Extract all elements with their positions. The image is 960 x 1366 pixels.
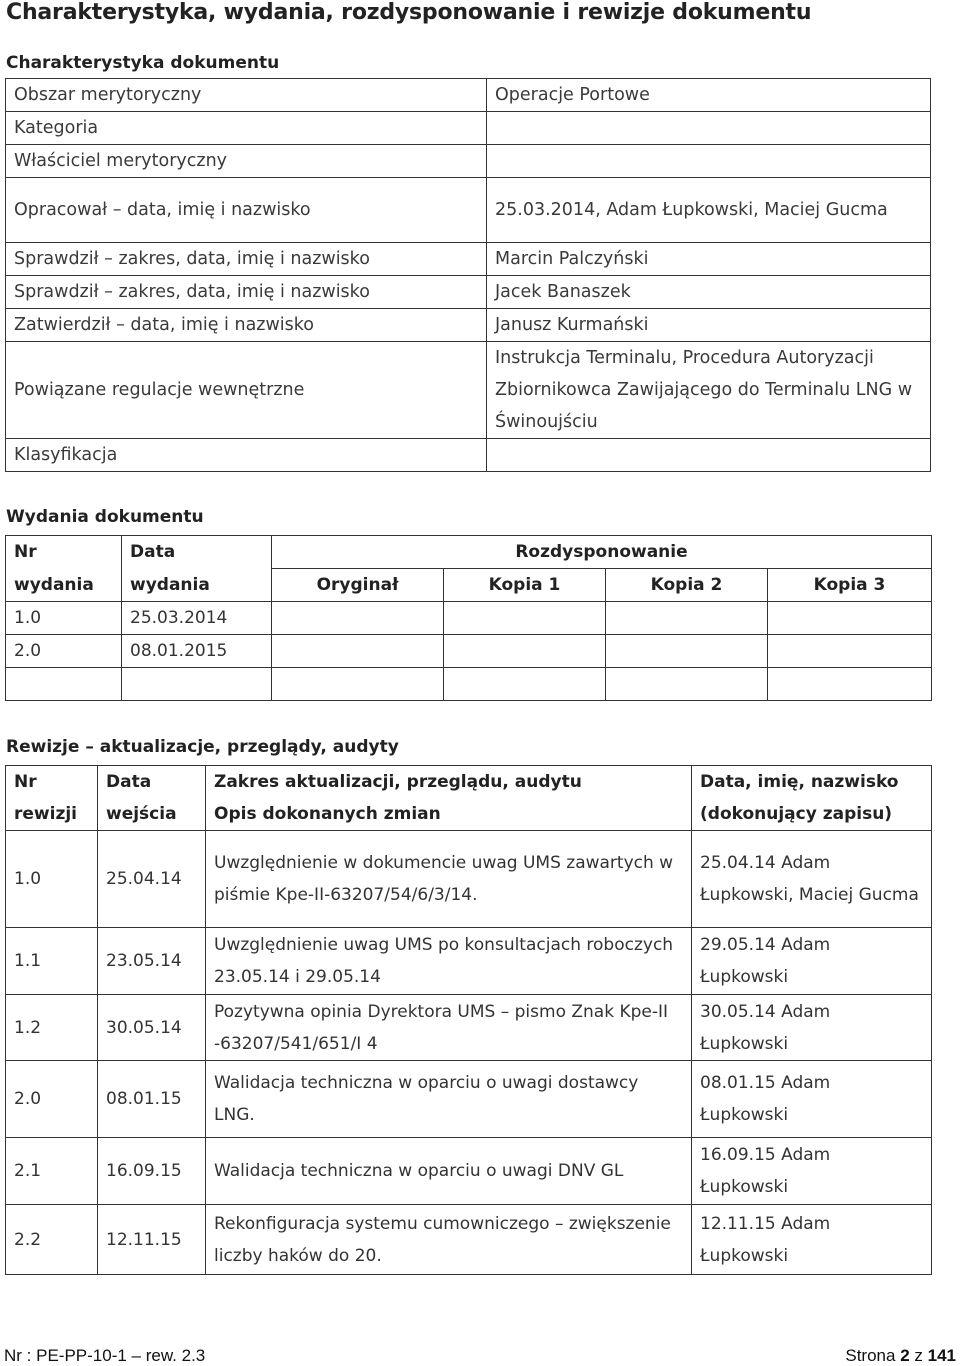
edition-nr: 1.0: [6, 602, 122, 635]
characteristics-table: [5, 78, 931, 472]
page-label: Strona: [845, 1346, 896, 1365]
header-who: Data, imię, nazwisko: [692, 766, 932, 799]
header-date: Data: [98, 766, 206, 799]
row-label: Zatwierdził – data, imię i nazwisko: [6, 309, 487, 342]
revision-description: Uwzględnienie w dokumencie uwag UMS zawartych w piśmie Kpe-II-63207/54/6/3/14.: [206, 831, 692, 928]
table-row: [6, 536, 932, 569]
table-row: [6, 145, 931, 178]
row-label: Właściciel merytoryczny: [6, 145, 487, 178]
table-row: [6, 112, 931, 145]
editions-table: [5, 535, 932, 701]
row-value: [487, 439, 931, 472]
edition-copy-1: [444, 602, 606, 635]
edition-date: 08.01.2015: [122, 635, 272, 668]
row-value: Jacek Banaszek: [487, 276, 931, 309]
edition-copy-1: [444, 668, 606, 701]
page-title: Charakterystyka, wydania, rozdysponowanie i rewizje dokumentu: [6, 0, 812, 25]
table-row: [6, 342, 931, 439]
edition-copy-3: [768, 635, 932, 668]
revision-nr: 1.0: [6, 831, 98, 928]
row-label: Opracował – data, imię i nazwisko: [6, 178, 487, 243]
row-value: Marcin Palczyński: [487, 243, 931, 276]
table-row: [6, 766, 932, 799]
revisions-heading: Rewizje – aktualizacje, przeglądy, audyty: [6, 737, 399, 757]
table-row: [6, 995, 932, 1061]
revision-nr: 1.2: [6, 995, 98, 1061]
table-row: [6, 569, 932, 602]
row-value: [487, 145, 931, 178]
header-nr-cont: wydania: [6, 569, 122, 602]
row-value: Operacje Portowe: [487, 79, 931, 112]
edition-copy-2: [606, 602, 768, 635]
edition-copy-2: [606, 635, 768, 668]
revision-date: 25.04.14: [98, 831, 206, 928]
header-date: Data: [122, 536, 272, 569]
edition-date: 25.03.2014: [122, 602, 272, 635]
header-original: Oryginał: [272, 569, 444, 602]
characteristics-heading: Charakterystyka dokumentu: [6, 53, 280, 73]
revision-date: 12.11.15: [98, 1205, 206, 1275]
edition-original: [272, 635, 444, 668]
revision-nr: 2.0: [6, 1061, 98, 1138]
revision-nr: 2.2: [6, 1205, 98, 1275]
table-row: [6, 602, 932, 635]
row-value: [487, 112, 931, 145]
revision-author: 29.05.14 Adam Łupkowski: [692, 928, 932, 995]
table-row: [6, 79, 931, 112]
revision-nr: 2.1: [6, 1138, 98, 1205]
row-value: Instrukcja Terminalu, Procedura Autoryzacji Zbiornikowca Zawijającego do Terminalu LNG w Świnoujściu: [487, 342, 931, 439]
revision-author: 12.11.15 Adam Łupkowski: [692, 1205, 932, 1275]
header-scope: Zakres aktualizacji, przeglądu, audytu: [206, 766, 692, 799]
table-row: [6, 243, 931, 276]
page-separator: z: [914, 1346, 923, 1365]
row-value: Janusz Kurmański: [487, 309, 931, 342]
header-description: Opis dokonanych zmian: [206, 798, 692, 831]
row-label: Sprawdził – zakres, data, imię i nazwisko: [6, 243, 487, 276]
table-row: [6, 831, 932, 928]
revision-nr: 1.1: [6, 928, 98, 995]
revision-description: Rekonfiguracja systemu cumowniczego – zwiększenie liczby haków do 20.: [206, 1205, 692, 1275]
revision-date: 23.05.14: [98, 928, 206, 995]
row-label: Kategoria: [6, 112, 487, 145]
table-row: [6, 276, 931, 309]
revision-description: Pozytywna opinia Dyrektora UMS – pismo Znak Kpe-II -63207/541/651/I 4: [206, 995, 692, 1061]
header-nr: Nr: [6, 536, 122, 569]
edition-copy-2: [606, 668, 768, 701]
table-row: [6, 1061, 932, 1138]
table-row: [6, 668, 932, 701]
header-copy-1: Kopia 1: [444, 569, 606, 602]
header-date-cont: wejścia: [98, 798, 206, 831]
header-date-cont: wydania: [122, 569, 272, 602]
revisions-table: [5, 765, 932, 1275]
table-row: [6, 1205, 932, 1275]
revision-date: 16.09.15: [98, 1138, 206, 1205]
header-distribution: Rozdysponowanie: [272, 536, 932, 569]
row-value: 25.03.2014, Adam Łupkowski, Maciej Gucma: [487, 178, 931, 243]
table-row: [6, 309, 931, 342]
revision-author: 30.05.14 Adam Łupkowski: [692, 995, 932, 1061]
revision-author: 25.04.14 Adam Łupkowski, Maciej Gucma: [692, 831, 932, 928]
edition-date: [122, 668, 272, 701]
revision-date: 08.01.15: [98, 1061, 206, 1138]
table-row: [6, 1138, 932, 1205]
row-label: Obszar merytoryczny: [6, 79, 487, 112]
table-row: [6, 439, 931, 472]
footer-page-number: [845, 1346, 956, 1366]
revision-description: Walidacja techniczna w oparciu o uwagi dostawcy LNG.: [206, 1061, 692, 1138]
edition-nr: 2.0: [6, 635, 122, 668]
header-copy-3: Kopia 3: [768, 569, 932, 602]
revision-description: Uwzględnienie uwag UMS po konsultacjach roboczych 23.05.14 i 29.05.14: [206, 928, 692, 995]
header-nr: Nr: [6, 766, 98, 799]
revision-author: 08.01.15 Adam Łupkowski: [692, 1061, 932, 1138]
row-label: Powiązane regulacje wewnętrzne: [6, 342, 487, 439]
editions-heading: Wydania dokumentu: [6, 507, 204, 527]
edition-copy-1: [444, 635, 606, 668]
row-label: Sprawdził – zakres, data, imię i nazwisko: [6, 276, 487, 309]
revision-date: 30.05.14: [98, 995, 206, 1061]
table-row: [6, 798, 932, 831]
page-total: 141: [927, 1346, 956, 1365]
table-row: [6, 178, 931, 243]
header-nr-cont: rewizji: [6, 798, 98, 831]
row-label: Klasyfikacja: [6, 439, 487, 472]
table-row: [6, 928, 932, 995]
revision-author: 16.09.15 Adam Łupkowski: [692, 1138, 932, 1205]
edition-nr: [6, 668, 122, 701]
table-row: [6, 635, 932, 668]
header-who-cont: (dokonujący zapisu): [692, 798, 932, 831]
header-copy-2: Kopia 2: [606, 569, 768, 602]
edition-original: [272, 602, 444, 635]
revision-description: Walidacja techniczna w oparciu o uwagi DNV GL: [206, 1138, 692, 1205]
edition-copy-3: [768, 602, 932, 635]
footer-doc-id: Nr : PE-PP-10-1 – rew. 2.3: [4, 1346, 206, 1365]
edition-copy-3: [768, 668, 932, 701]
page-current: 2: [900, 1346, 910, 1365]
edition-original: [272, 668, 444, 701]
